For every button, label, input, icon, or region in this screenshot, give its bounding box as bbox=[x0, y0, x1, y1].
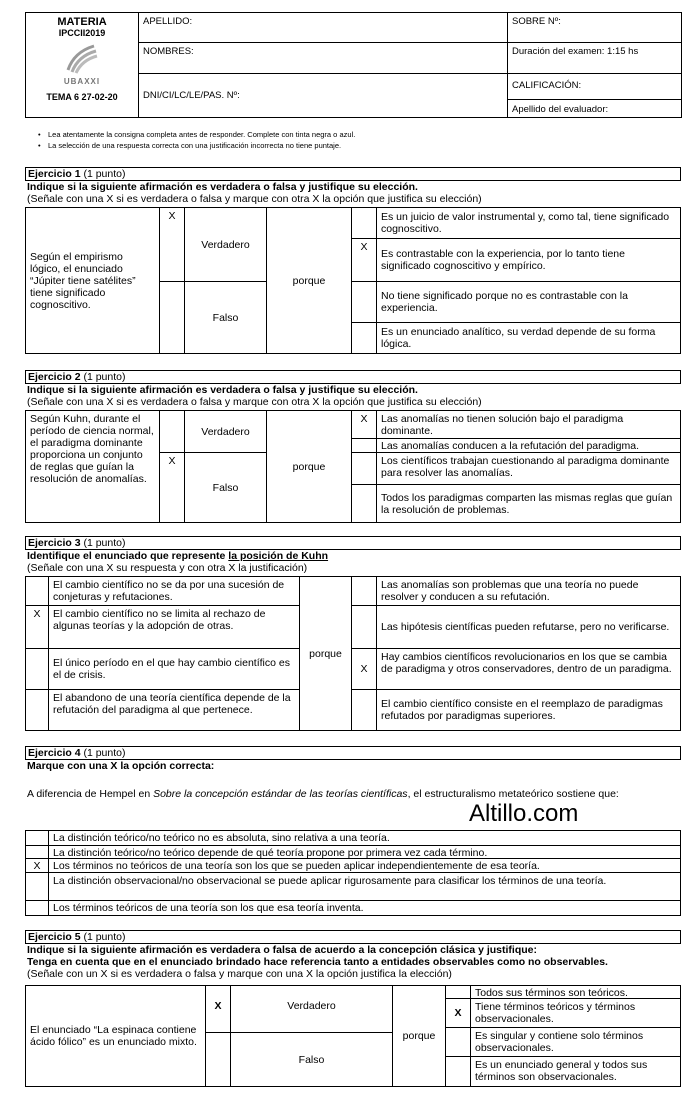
ex1-option-3: No tiene significado porque no es contrastable con la experiencia. bbox=[376, 281, 681, 323]
ex5-option-1-mark[interactable] bbox=[445, 985, 471, 999]
exercise-3 bbox=[25, 536, 681, 734]
ex3-left-4-mark[interactable] bbox=[25, 689, 49, 731]
exercise-4-title: Ejercicio 4 (1 punto) bbox=[25, 746, 681, 760]
ex3-right-1: Las anomalías son problemas que una teoría no puede resolver y conducen a su refutación. bbox=[376, 576, 681, 606]
exercise-2 bbox=[25, 370, 681, 525]
ex1-option-1: Es un juicio de valor instrumental y, como tal, tiene significado cognoscitivo. bbox=[376, 207, 681, 239]
ex1-option-3-mark[interactable] bbox=[351, 281, 377, 323]
ex5-true-mark[interactable]: X bbox=[205, 985, 231, 1033]
instruction-2: • La selección de una respuesta correcta con una justificación incorrecta no tiene puntaje. bbox=[48, 141, 341, 150]
exercise-5-instruction: Indique si la siguiente afirmación es verdadera o falsa de acuerdo a la concepción clásica y justifique: bbox=[27, 944, 538, 956]
ex2-option-1-mark[interactable]: X bbox=[351, 410, 377, 439]
ex4-option-1-mark[interactable] bbox=[25, 830, 49, 846]
exercise-4 bbox=[25, 746, 681, 918]
exam-header bbox=[25, 12, 682, 118]
ex4-option-4-mark[interactable] bbox=[25, 872, 49, 901]
ex1-true-label: Verdadero bbox=[184, 207, 267, 282]
ex1-false-label: Falso bbox=[184, 281, 267, 354]
ex1-option-4-mark[interactable] bbox=[351, 322, 377, 354]
ex5-option-3: Es singular y contiene solo términos observacionales. bbox=[470, 1027, 681, 1057]
ex3-right-2: Las hipótesis científicas pueden refutarse, pero no verificarse. bbox=[376, 605, 681, 649]
exercise-4-intro: A diferencia de Hempel en Sobre la concepción estándar de las teorías científicas, el estructuralismo metateórico sostiene que: bbox=[27, 788, 619, 800]
ex5-option-2: Tiene términos teóricos y términos observacionales. bbox=[470, 998, 681, 1028]
ex3-right-2-mark[interactable] bbox=[351, 605, 377, 649]
exercise-3-instruction: Identifique el enunciado que represente la posición de Kuhn bbox=[27, 550, 329, 562]
ex4-option-3: Los términos no teóricos de una teoría son los que se pueden aplicar independientemente de esa teoría. bbox=[48, 858, 681, 873]
ex1-true-mark[interactable]: X bbox=[159, 207, 185, 282]
names-field[interactable]: NOMBRES: bbox=[139, 43, 508, 73]
ex2-true-mark[interactable] bbox=[159, 410, 185, 453]
exercise-1-title: Ejercicio 1 (1 punto) bbox=[25, 167, 681, 181]
ex4-option-4: La distinción observacional/no observacional se puede aplicar rigurosamente para clasificar los términos de una teoría. bbox=[48, 872, 681, 901]
grade-field[interactable]: CALIFICACIÓN: bbox=[508, 74, 681, 100]
ex2-option-2-mark[interactable] bbox=[351, 438, 377, 453]
ex5-option-4-mark[interactable] bbox=[445, 1056, 471, 1087]
ex1-option-2-mark[interactable]: X bbox=[351, 238, 377, 282]
ex5-false-mark[interactable] bbox=[205, 1032, 231, 1087]
ex2-true-label: Verdadero bbox=[184, 410, 267, 453]
ex2-option-3-mark[interactable] bbox=[351, 452, 377, 485]
ex3-porque: porque bbox=[299, 576, 352, 731]
ex5-option-3-mark[interactable] bbox=[445, 1027, 471, 1057]
ex1-false-mark[interactable] bbox=[159, 281, 185, 354]
ex3-right-4-mark[interactable] bbox=[351, 689, 377, 731]
ex3-left-2-mark[interactable]: X bbox=[25, 605, 49, 649]
grade-cell bbox=[508, 73, 682, 117]
uba-logo-icon bbox=[64, 44, 100, 74]
ex4-option-2: La distinción teórico/no teórico depende de qué teoría propone por primera vez cada término. bbox=[48, 845, 681, 859]
exercise-2-instruction: Indique si la siguiente afirmación es verdadera o falsa y justifique su elección. bbox=[27, 384, 418, 396]
exercise-5-statement: El enunciado “La espinaca contiene ácido fólico” es un enunciado mixto. bbox=[25, 985, 206, 1087]
watermark: Altillo.com bbox=[469, 800, 579, 827]
ex2-false-label: Falso bbox=[184, 452, 267, 523]
ex5-option-1: Todos sus términos son teóricos. bbox=[470, 985, 681, 999]
ex3-right-4: El cambio científico consiste en el reemplazo de paradigmas refutados por paradigmas superiores. bbox=[376, 689, 681, 731]
ex5-porque: porque bbox=[392, 985, 446, 1087]
ex3-left-1: El cambio científico no se da por una sucesión de conjeturas y refutaciones. bbox=[48, 576, 300, 606]
ex3-left-4: El abandono de una teoría científica depende de la refutación del paradigma al que pertenece. bbox=[48, 689, 300, 731]
ex2-option-3: Los científicos trabajan cuestionando al paradigma dominante para resolver las anomalías. bbox=[376, 452, 681, 485]
subject-label: MATERIA bbox=[57, 16, 107, 28]
exercise-2-statement: Según Kuhn, durante el período de ciencia normal, el paradigma dominante proporciona un conjunto de reglas que guían la resolución de anomalías. bbox=[25, 410, 160, 523]
duration-label: Duración del examen: 1:15 hs bbox=[508, 43, 682, 73]
ex1-option-1-mark[interactable] bbox=[351, 207, 377, 239]
ex5-false-label: Falso bbox=[230, 1032, 393, 1087]
ex2-option-1: Las anomalías no tienen solución bajo el paradigma dominante. bbox=[376, 410, 681, 439]
ex2-option-2: Las anomalías conducen a la refutación del paradigma. bbox=[376, 438, 681, 453]
ex4-option-3-mark[interactable]: X bbox=[25, 858, 49, 873]
ex3-left-1-mark[interactable] bbox=[25, 576, 49, 606]
ex3-right-3: Hay cambios científicos revolucionarios en los que se cambia de paradigma y otros conservadores, dentro de un paradigma. bbox=[376, 648, 681, 690]
exercise-3-note: (Señale con una X su respuesta y con otra X la justificación) bbox=[27, 562, 308, 574]
exercise-5-hint: Tenga en cuenta que en el enunciado brindado hace referencia tanto a entidades observables como no observables. bbox=[27, 956, 608, 968]
exercise-5 bbox=[25, 930, 681, 1088]
ex3-left-2: El cambio científico no se limita al rechazo de algunas teorías y la adopción de otras. bbox=[48, 605, 300, 649]
exam-topic: TEMA 6 27-02-20 bbox=[46, 92, 118, 102]
evaluator-field[interactable]: Apellido del evaluador: bbox=[512, 103, 609, 115]
ex3-right-1-mark[interactable] bbox=[351, 576, 377, 606]
exercise-4-instruction: Marque con una X la opción correcta: bbox=[27, 760, 215, 772]
ex3-left-3-mark[interactable] bbox=[25, 648, 49, 690]
ex5-true-label: Verdadero bbox=[230, 985, 393, 1033]
ex2-porque: porque bbox=[266, 410, 352, 523]
ex3-left-3: El único período en el que hay cambio científico es el de crisis. bbox=[48, 648, 300, 690]
ex4-option-1: La distinción teórico/no teórico no es absoluta, sino relativa a una teoría. bbox=[48, 830, 681, 846]
exercise-1 bbox=[25, 167, 681, 357]
exercise-2-title: Ejercicio 2 (1 punto) bbox=[25, 370, 681, 384]
surname-field[interactable]: APELLIDO: bbox=[139, 13, 508, 43]
ex5-option-2-mark[interactable]: X bbox=[445, 998, 471, 1028]
exercise-1-instruction: Indique si la siguiente afirmación es verdadera o falsa y justifique su elección. bbox=[27, 181, 418, 193]
id-field[interactable]: DNI/CI/LC/LE/PAS. Nº: bbox=[139, 73, 508, 117]
subject-cell bbox=[26, 13, 139, 118]
ex4-option-5-mark[interactable] bbox=[25, 900, 49, 916]
ex1-option-4: Es un enunciado analítico, su verdad depende de su forma lógica. bbox=[376, 322, 681, 354]
exercise-5-title: Ejercicio 5 (1 punto) bbox=[25, 930, 681, 944]
ex1-option-2: Es contrastable con la experiencia, por lo tanto tiene significado cognoscitivo y empírico. bbox=[376, 238, 681, 282]
exercise-5-note: (Señale con un X si es verdadera o falsa y marque con una X la opción justifica la elección) bbox=[27, 968, 452, 980]
exercise-2-note: (Señale con una X si es verdadera o falsa y marque con otra X la opción que justifica su elección) bbox=[27, 396, 482, 408]
ex4-option-5: Los términos teóricos de una teoría son los que esa teoría inventa. bbox=[48, 900, 681, 916]
envelope-field[interactable]: SOBRE Nº: bbox=[508, 13, 682, 43]
ex2-option-4: Todos los paradigmas comparten las mismas reglas que guían la resolución de problemas. bbox=[376, 484, 681, 523]
ex1-porque: porque bbox=[266, 207, 352, 354]
instruction-1: • Lea atentamente la consigna completa antes de responder. Complete con tinta negra o azul. bbox=[48, 130, 355, 139]
ex2-false-mark[interactable]: X bbox=[159, 452, 185, 523]
ex5-option-4: Es un enunciado general y todos sus términos son observacionales. bbox=[470, 1056, 681, 1087]
exercise-3-title: Ejercicio 3 (1 punto) bbox=[25, 536, 681, 550]
ex4-option-2-mark[interactable] bbox=[25, 845, 49, 859]
exercise-1-note: (Señale con una X si es verdadera o falsa y marque con otra X la opción que justifica su elección) bbox=[27, 193, 482, 205]
logo-text: UBAXXI bbox=[63, 77, 101, 86]
exercise-1-statement: Según el empirismo lógico, el enunciado “Júpiter tiene satélites” tiene significado cognoscitivo. bbox=[25, 207, 160, 354]
ex3-right-3-mark[interactable]: X bbox=[351, 648, 377, 690]
subject-code: IPCCII2019 bbox=[58, 28, 106, 38]
ex2-option-4-mark[interactable] bbox=[351, 484, 377, 523]
